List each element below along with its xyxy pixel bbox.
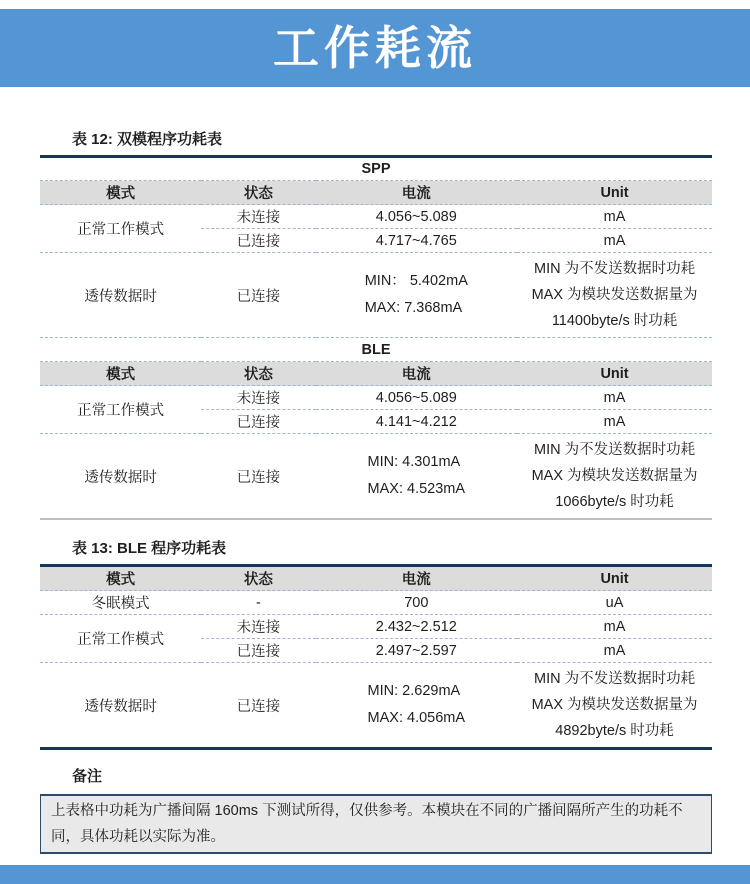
unit-cell: mA bbox=[517, 229, 712, 253]
table-row bbox=[40, 615, 712, 639]
page-title-banner bbox=[0, 9, 750, 87]
current-line: MIN： 5.402mA bbox=[364, 273, 468, 289]
mode-cell: 透传数据时 bbox=[40, 663, 201, 749]
state-cell: 未连接 bbox=[201, 615, 315, 639]
current-cell: 2.432~2.512 bbox=[316, 615, 518, 639]
current-cell bbox=[316, 253, 518, 338]
state-cell: - bbox=[201, 591, 315, 615]
page-content bbox=[40, 128, 712, 854]
mode-cell: 透传数据时 bbox=[40, 253, 201, 338]
power-table-ble bbox=[40, 564, 712, 750]
notes-heading: 备注 bbox=[72, 768, 103, 785]
unit-line: MAX 为模块发送数据量为 bbox=[531, 468, 698, 484]
unit-line: MIN 为不发送数据时功耗 bbox=[533, 442, 696, 458]
state-cell: 已连接 bbox=[201, 410, 315, 434]
current-line: MIN: 2.629mA bbox=[367, 683, 461, 699]
table-row bbox=[40, 386, 712, 410]
current-minmax-block bbox=[368, 678, 466, 732]
table-header-row bbox=[40, 181, 712, 205]
table-row bbox=[40, 434, 712, 520]
unit-line: 11400byte/s 时功耗 bbox=[551, 313, 678, 329]
table-section-row bbox=[40, 338, 712, 362]
table-row bbox=[40, 663, 712, 749]
table-row bbox=[40, 591, 712, 615]
mode-cell: 正常工作模式 bbox=[40, 615, 201, 663]
current-cell bbox=[316, 663, 518, 749]
table-caption-13: 表 13: BLE 程序功耗表 bbox=[72, 540, 227, 557]
page-title: 工作耗流 bbox=[273, 22, 477, 74]
current-line: MAX: 4.056mA bbox=[367, 710, 466, 726]
mode-cell: 正常工作模式 bbox=[40, 386, 201, 434]
current-minmax-block bbox=[365, 268, 468, 322]
state-cell: 已连接 bbox=[201, 434, 315, 520]
state-cell: 未连接 bbox=[201, 386, 315, 410]
current-line: MAX: 4.523mA bbox=[367, 481, 466, 497]
current-cell: 4.717~4.765 bbox=[316, 229, 518, 253]
mode-cell: 正常工作模式 bbox=[40, 205, 201, 253]
unit-cell bbox=[517, 253, 712, 338]
column-header: 模式 bbox=[40, 181, 201, 205]
unit-cell: mA bbox=[517, 386, 712, 410]
current-cell: 4.056~5.089 bbox=[316, 205, 518, 229]
column-header: 状态 bbox=[201, 181, 315, 205]
unit-line: MAX 为模块发送数据量为 bbox=[531, 287, 698, 303]
unit-cell: mA bbox=[517, 615, 712, 639]
table-caption-12: 表 12: 双模程序功耗表 bbox=[72, 131, 223, 148]
current-cell: 4.141~4.212 bbox=[316, 410, 518, 434]
table-section-label: SPP bbox=[40, 157, 712, 181]
table-row bbox=[40, 253, 712, 338]
state-cell: 已连接 bbox=[201, 639, 315, 663]
column-header: Unit bbox=[517, 362, 712, 386]
state-cell: 已连接 bbox=[201, 663, 315, 749]
unit-line: MAX 为模块发送数据量为 bbox=[531, 697, 698, 713]
unit-cell bbox=[517, 663, 712, 749]
current-cell: 700 bbox=[316, 591, 518, 615]
unit-line: 1066byte/s 时功耗 bbox=[555, 494, 674, 510]
current-cell bbox=[316, 434, 518, 520]
unit-cell: uA bbox=[517, 591, 712, 615]
column-header: 模式 bbox=[40, 566, 201, 591]
mode-cell: 透传数据时 bbox=[40, 434, 201, 520]
unit-cell: mA bbox=[517, 410, 712, 434]
column-header: 模式 bbox=[40, 362, 201, 386]
column-header: Unit bbox=[517, 181, 712, 205]
current-cell: 2.497~2.597 bbox=[316, 639, 518, 663]
note-box: 上表格中功耗为广播间隔 160ms 下测试所得，仅供参考。本模块在不同的广播间隔所产生的功耗不同，具体功耗以实际为准。 bbox=[40, 794, 712, 854]
state-cell: 未连接 bbox=[201, 205, 315, 229]
unit-line: 4892byte/s 时功耗 bbox=[555, 723, 674, 739]
table-header-row bbox=[40, 362, 712, 386]
table-row bbox=[40, 205, 712, 229]
current-line: MIN: 4.301mA bbox=[367, 454, 461, 470]
current-minmax-block bbox=[368, 449, 466, 503]
unit-cell: mA bbox=[517, 205, 712, 229]
mode-cell: 冬眠模式 bbox=[40, 591, 201, 615]
table-section-row bbox=[40, 157, 712, 181]
current-cell: 4.056~5.089 bbox=[316, 386, 518, 410]
table-section-label: BLE bbox=[40, 338, 712, 362]
column-header: 状态 bbox=[201, 566, 315, 591]
column-header: 电流 bbox=[316, 566, 518, 591]
unit-line: MIN 为不发送数据时功耗 bbox=[533, 671, 696, 687]
column-header: 状态 bbox=[201, 362, 315, 386]
state-cell: 已连接 bbox=[201, 253, 315, 338]
column-header: 电流 bbox=[316, 181, 518, 205]
current-line: MAX: 7.368mA bbox=[364, 300, 463, 316]
column-header: 电流 bbox=[316, 362, 518, 386]
unit-cell: mA bbox=[517, 639, 712, 663]
state-cell: 已连接 bbox=[201, 229, 315, 253]
unit-line: MIN 为不发送数据时功耗 bbox=[533, 261, 696, 277]
column-header: Unit bbox=[517, 566, 712, 591]
unit-cell bbox=[517, 434, 712, 520]
power-table-dual-mode bbox=[40, 155, 712, 520]
table-header-row bbox=[40, 566, 712, 591]
